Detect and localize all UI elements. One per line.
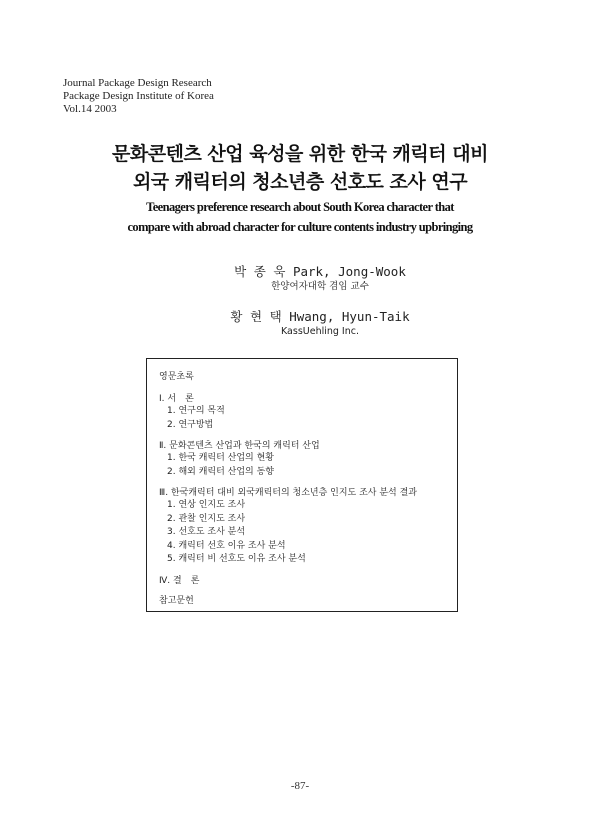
toc-title: 영문초록 — [159, 372, 194, 382]
korean-title-line-2: 외국 캐릭터의 청소년층 선호도 조사 연구 — [132, 171, 468, 193]
toc-item: 1. 한국 캐릭터 산업의 현황 — [167, 453, 274, 463]
toc-item: 2. 해외 캐릭터 산업의 동향 — [167, 466, 274, 477]
author-block-1 — [20, 264, 600, 294]
page-number: -87- — [290, 780, 310, 792]
toc-heading: Ⅳ. 결 론 — [159, 575, 200, 586]
toc-heading: Ⅱ. 문화콘텐츠 산업과 한국의 캐릭터 산업 — [159, 441, 320, 451]
volume-info: Vol.14 2003 — [63, 103, 117, 115]
toc-section-5 — [159, 595, 457, 607]
toc-section-4 — [159, 575, 457, 587]
table-of-contents — [146, 358, 458, 612]
toc-section-1 — [159, 393, 457, 432]
english-title — [0, 197, 600, 237]
toc-heading: Ⅲ. 한국캐릭터 대비 외국캐릭터의 청소년층 인지도 조사 분석 결과 — [159, 488, 417, 498]
publisher-name: Package Design Institute of Korea — [63, 90, 214, 102]
author-affiliation: KassUehling Inc. — [280, 326, 360, 337]
korean-title — [0, 140, 600, 196]
author-affiliation: 한양여자대학 겸임 교수 — [271, 281, 369, 292]
journal-name: Journal Package Design Research — [63, 77, 212, 89]
toc-item: 2. 관찰 인지도 조사 — [167, 513, 246, 524]
toc-item: 5. 캐릭터 비 선호도 이유 조사 분석 — [167, 554, 306, 564]
toc-item: 2. 연구방법 — [167, 419, 214, 430]
toc-section-3 — [159, 487, 457, 567]
toc-item: 1. 연상 인지도 조사 — [167, 500, 246, 510]
toc-heading: 참고문헌 — [159, 595, 194, 606]
korean-title-line-1: 문화콘텐츠 산업 육성을 위한 한국 캐릭터 대비 — [112, 143, 488, 165]
toc-section-2 — [159, 440, 457, 479]
toc-item: 4. 캐릭터 선호 이유 조사 분석 — [167, 540, 286, 551]
author-name: 박 종 욱 Park, Jong-Wook — [234, 264, 406, 279]
author-block-2 — [20, 309, 600, 339]
author-name: 황 현 택 Hwang, Hyun-Taik — [230, 309, 410, 324]
english-title-line-2: compare with abroad character for culture contents industry upbringing — [127, 220, 473, 234]
english-title-line-1: Teenagers preference research about South Korea character that — [146, 200, 454, 214]
toc-item: 1. 연구의 목적 — [167, 406, 225, 416]
toc-item: 3. 선호도 조사 분석 — [167, 527, 246, 537]
toc-heading: Ⅰ. 서 론 — [159, 394, 194, 404]
journal-header — [63, 77, 214, 116]
